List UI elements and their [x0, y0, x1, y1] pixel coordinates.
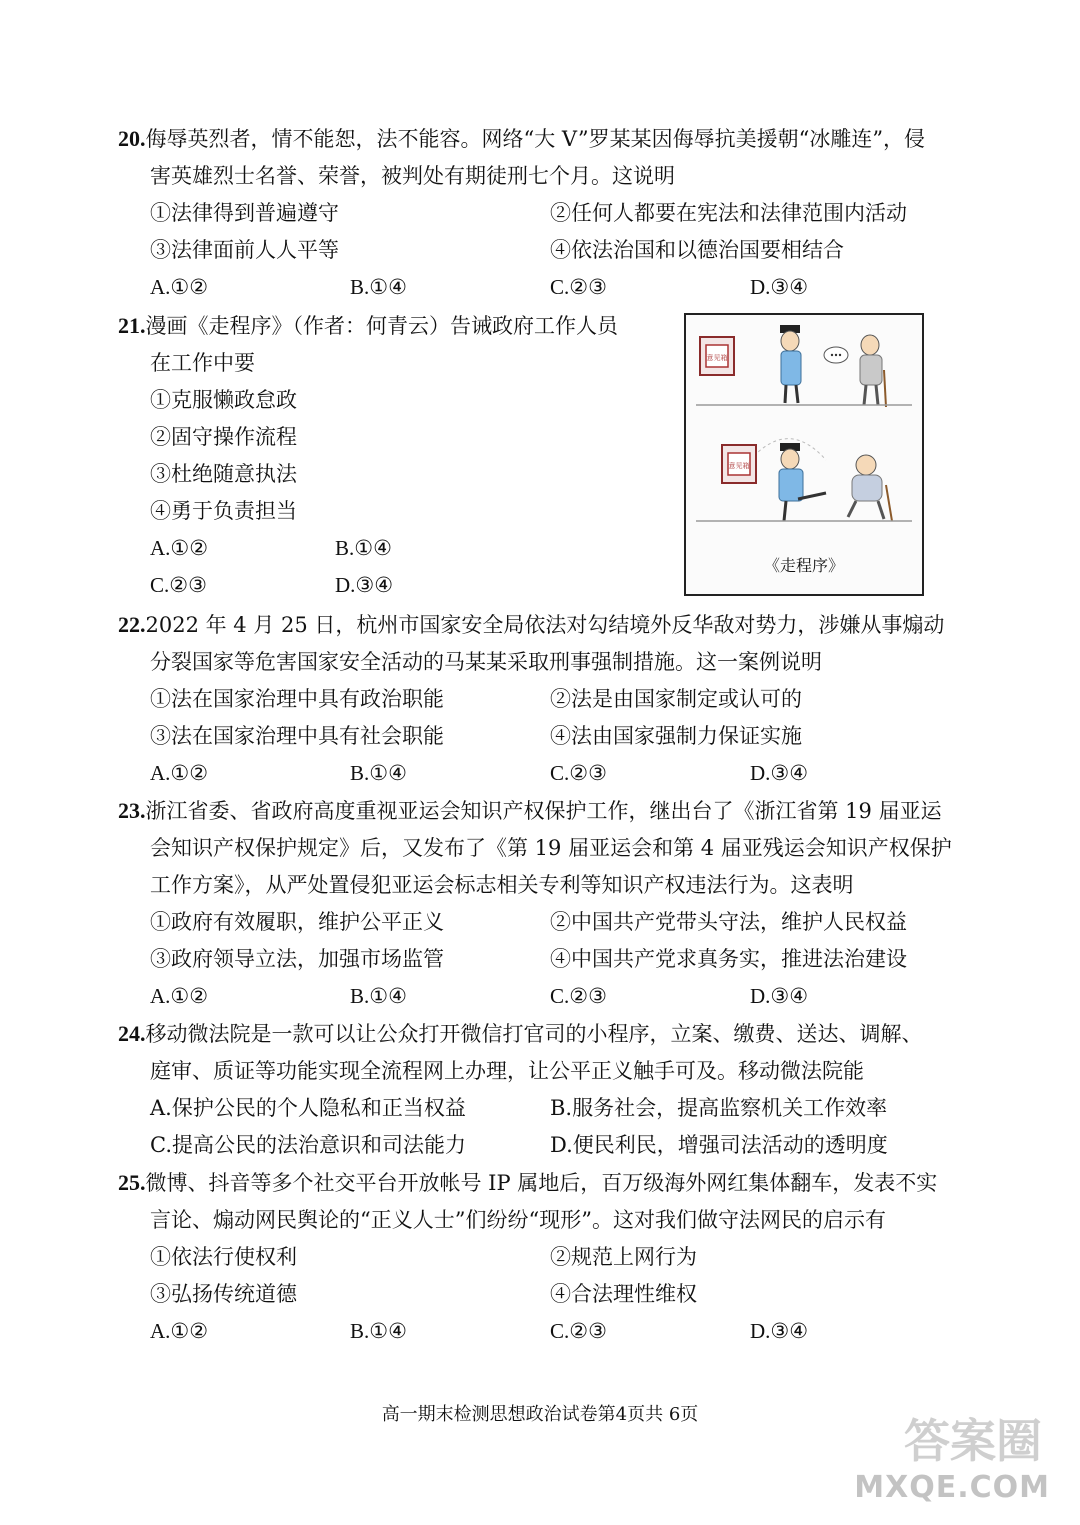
choice-a[interactable]: A.①② [150, 761, 209, 785]
stem-line: 移动微法院是一款可以让公众打开微信打官司的小程序，立案、缴费、送达、调解、 [145, 1022, 923, 1046]
choice-d[interactable]: D.③④ [750, 275, 809, 299]
stem-line: 2022 年 4 月 25 日，杭州市国家安全局依法对勾结境外反华敌对势力，涉嫌从事煽动 [145, 613, 945, 637]
question-number: 22. [118, 612, 146, 637]
option[interactable]: ②中国共产党带头守法，维护人民权益 [550, 910, 907, 934]
choice-a[interactable]: A.①② [150, 536, 209, 560]
option-row [118, 941, 968, 978]
choice-d[interactable]: D.③④ [750, 984, 809, 1008]
watermark-site: MXQE.COM [854, 1470, 1050, 1505]
choice-d[interactable]: D.便民利民，增强司法活动的透明度 [550, 1133, 888, 1157]
option[interactable]: ④勇于负责担当 [150, 499, 297, 523]
option[interactable]: ②规范上网行为 [550, 1245, 697, 1269]
stem-line: 言论、煽动网民舆论的“正义人士”们纷纷“现形”。这对我们做守法网民的启示有 [150, 1208, 886, 1232]
choice-b[interactable]: B.①④ [350, 1319, 407, 1343]
option[interactable]: ①政府有效履职，维护公平正义 [150, 910, 444, 934]
option-row [118, 195, 968, 232]
question-number: 21. [118, 313, 146, 338]
official-figure-kicking [779, 443, 826, 521]
stem-line: 分裂国家等危害国家安全活动的马某某采取刑事强制措施。这一案例说明 [150, 650, 822, 674]
stem-line: 害英雄烈士名誉、荣誉，被判处有期徒刑七个月。这说明 [150, 164, 675, 188]
box-label: 意见箱 [728, 462, 750, 470]
option[interactable]: ①依法行使权利 [150, 1245, 297, 1269]
watermark-title: 答案圈 [904, 1414, 1042, 1468]
choice-b[interactable]: B.①④ [350, 984, 407, 1008]
watermark-logo [854, 1405, 1050, 1505]
choice-c[interactable]: C.提高公民的法治意识和司法能力 [150, 1133, 466, 1157]
question-number: 24. [118, 1021, 146, 1046]
option[interactable]: ①法在国家治理中具有政治职能 [150, 687, 444, 711]
stem-line: 侮辱英烈者，情不能恕，法不能容。网络“大 V”罗某某因侮辱抗美援朝“冰雕连”，侵 [145, 127, 926, 151]
choice-row [118, 1313, 968, 1350]
choice-row [118, 978, 968, 1015]
choice-d[interactable]: D.③④ [750, 761, 809, 785]
choice-b[interactable]: B.①④ [350, 275, 407, 299]
question-23 [118, 792, 968, 1015]
choice-b[interactable]: B.①④ [350, 761, 407, 785]
stem-line: 会知识产权保护规定》后，又发布了《第 19 届亚运会和第 4 届亚残运会知识产权保护 [150, 836, 952, 860]
stem-line: 微博、抖音等多个社交平台开放帐号 IP 属地后，百万级海外网红集体翻车，发表不实 [145, 1171, 938, 1195]
choice-b[interactable]: B.①④ [335, 536, 392, 560]
choice-c[interactable]: C.②③ [150, 573, 207, 597]
question-number: 23. [118, 798, 146, 823]
question-24 [118, 1015, 968, 1164]
option[interactable]: ③政府领导立法，加强市场监管 [150, 947, 444, 971]
choice-a[interactable]: A.①② [150, 984, 209, 1008]
option[interactable]: ③杜绝随意执法 [150, 462, 297, 486]
choice-d[interactable]: D.③④ [335, 573, 394, 597]
cartoon-caption: 《走程序》 [763, 556, 844, 575]
option[interactable]: ④合法理性维权 [550, 1282, 697, 1306]
question-number: 20. [118, 126, 146, 151]
elder-figure-top [860, 335, 886, 407]
choice-d[interactable]: D.③④ [750, 1319, 809, 1343]
stem-line: 工作方案》，从严处置侵犯亚运会标志相关专利等知识产权违法行为。这表明 [150, 873, 854, 897]
option-row [118, 718, 968, 755]
question-22 [118, 606, 968, 792]
stem-line: 浙江省委、省政府高度重视亚运会知识产权保护工作，继出台了《浙江省第 19 届亚运 [145, 799, 942, 823]
option[interactable]: ①克服懒政怠政 [150, 388, 297, 412]
elder-figure-falling [848, 455, 892, 521]
question-25 [118, 1164, 968, 1350]
option[interactable]: ②法是由国家制定或认可的 [550, 687, 802, 711]
option[interactable]: ④中国共产党求真务实，推进法治建设 [550, 947, 907, 971]
option-row [118, 1127, 968, 1164]
speech-bubble [824, 347, 848, 363]
choice-c[interactable]: C.②③ [550, 1319, 607, 1343]
question-number: 25. [118, 1170, 146, 1195]
stem-line: 庭审、质证等功能实现全流程网上办理，让公平正义触手可及。移动微法院能 [150, 1059, 864, 1083]
question-20 [118, 120, 968, 306]
option-row [118, 1090, 968, 1127]
stem-line: 在工作中要 [150, 351, 255, 375]
choice-c[interactable]: C.②③ [550, 275, 607, 299]
option-row [118, 681, 968, 718]
option-row [118, 1239, 968, 1276]
option[interactable]: ②任何人都要在宪法和法律范围内活动 [550, 201, 907, 225]
option-row [118, 904, 968, 941]
box-label: 意见箱 [706, 354, 728, 362]
suggestion-box-bottom [722, 445, 756, 483]
choice-a[interactable]: A.保护公民的个人隐私和正当权益 [150, 1096, 466, 1120]
option[interactable]: ③弘扬传统道德 [150, 1282, 297, 1306]
option[interactable]: ②固守操作流程 [150, 425, 297, 449]
official-figure-top [780, 325, 801, 403]
option[interactable]: ③法在国家治理中具有社会职能 [150, 724, 444, 748]
cartoon-illustration [684, 313, 924, 596]
choice-row [118, 755, 968, 792]
suggestion-box-top [700, 337, 734, 375]
option[interactable]: ④依法治国和以德治国要相结合 [550, 238, 844, 262]
choice-c[interactable]: C.②③ [550, 761, 607, 785]
page-footer: 高一期末检测思想政治试卷第4页共 6页 [381, 1404, 699, 1425]
option[interactable]: ④法由国家强制力保证实施 [550, 724, 802, 748]
choice-a[interactable]: A.①② [150, 275, 209, 299]
option-row [118, 1276, 968, 1313]
option[interactable]: ③法律面前人人平等 [150, 238, 339, 262]
option[interactable]: ①法律得到普遍遵守 [150, 201, 339, 225]
option-row [118, 232, 968, 269]
choice-a[interactable]: A.①② [150, 1319, 209, 1343]
choice-row [118, 269, 968, 306]
choice-c[interactable]: C.②③ [550, 984, 607, 1008]
choice-row [118, 530, 658, 567]
choice-b[interactable]: B.服务社会，提高监察机关工作效率 [550, 1096, 888, 1120]
stem-line: 漫画《走程序》（作者：何青云）告诫政府工作人员 [145, 314, 618, 338]
choice-row [118, 567, 658, 604]
